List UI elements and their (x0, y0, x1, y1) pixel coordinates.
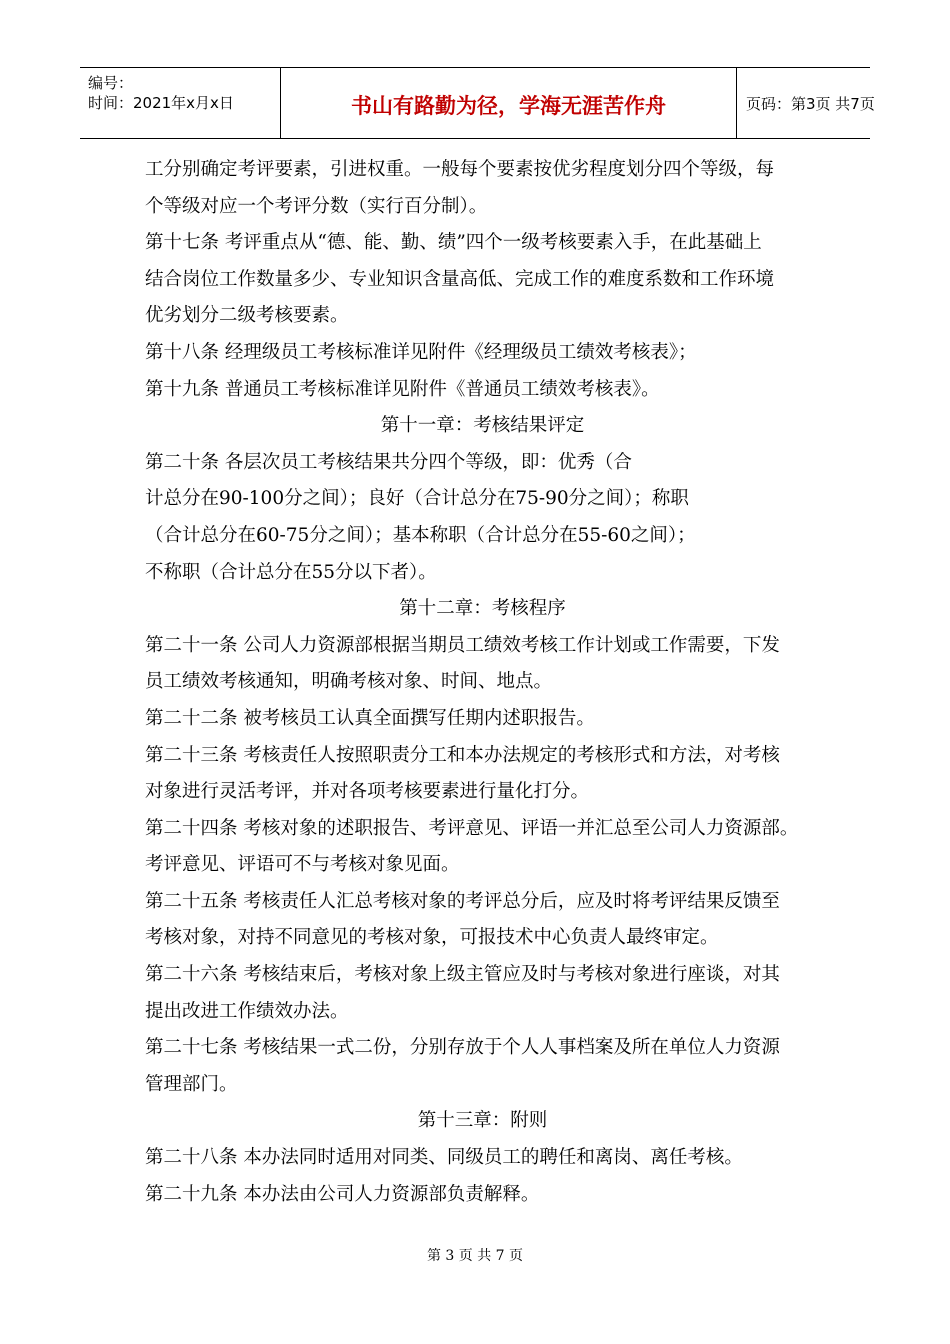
body-text-line: 第二十五条 考核责任人汇总考核对象的考评总分后，应及时将考评结果反馈至 (145, 890, 780, 912)
body-text-line: 第二十三条 考核责任人按照职责分工和本办法规定的考核形式和方法，对考核 (145, 744, 780, 766)
page-footer: 第 3 页 共 7 页 (426, 1248, 524, 1264)
body-text-line: 个等级对应一个考评分数（实行百分制）。 (145, 195, 488, 217)
body-text-line: 第二十条 各层次员工考核结果共分四个等级，即：优秀（合 (145, 451, 632, 473)
body-text-line: 不称职（合计总分在55分以下者）。 (145, 561, 437, 583)
body-text-line: 管理部门。 (145, 1073, 238, 1095)
page-header (80, 67, 875, 139)
body-text-line: 计总分在90-100分之间）；良好（合计总分在75-90分之间）；称职 (145, 488, 689, 510)
body-text-line: 第二十八条 本办法同时适用对同类、同级员工的聘任和离岗、离任考核。 (145, 1147, 743, 1169)
body-text-line: 第二十一条 公司人力资源部根据当期员工绩效考核工作计划或工作需要，下发 (145, 634, 780, 656)
body-text-line: 第十九条 普通员工考核标准详见附件《普通员工绩效考核表》。 (145, 378, 660, 400)
header-page-cell (736, 68, 875, 138)
document-number-label: 编号： (88, 74, 134, 92)
body-text-line: 考核对象，对持不同意见的考核对象，可报技术中心负责人最终审定。 (145, 927, 719, 949)
body-text-line: 第十七条 考评重点从“德、能、勤、绩”四个一级考核要素入手，在此基础上 (145, 232, 762, 254)
body-text-line: 结合岗位工作数量多少、专业知识含量高低、完成工作的难度系数和工作环境 (145, 268, 775, 290)
header-meta-cell (80, 68, 280, 138)
body-text-line: 工分别确定考评要素，引进权重。一般每个要素按优劣程度划分四个等级，每 (145, 159, 775, 180)
chapter-heading: 第十二章：考核程序 (399, 598, 566, 620)
document-date: 时间：2021年x月x日 (88, 94, 234, 112)
body-text-line: 提出改进工作绩效办法。 (145, 1000, 349, 1022)
body-text-line: 第二十二条 被考核员工认真全面撰写任期内述职报告。 (145, 707, 595, 729)
body-text-line: 第二十四条 考核对象的述职报告、考评意见、评语一并汇总至公司人力资源部。 (145, 817, 799, 839)
header-motto: 书山有路勤为径，学海无涯苦作舟 (351, 94, 666, 118)
body-text-line: 第二十九条 本办法由公司人力资源部负责解释。 (145, 1183, 540, 1205)
body-text-line: 优劣划分二级考核要素。 (145, 305, 349, 327)
chapter-heading: 第十一章：考核结果评定 (380, 415, 585, 437)
chapter-heading: 第十三章：附则 (417, 1110, 548, 1132)
header-page-info: 页码：第3页 共7页 (746, 95, 875, 113)
header-motto-cell (280, 68, 737, 138)
body-text-line: 考评意见、评语可不与考核对象见面。 (145, 854, 460, 876)
body-text-line: 第二十六条 考核结束后，考核对象上级主管应及时与考核对象进行座谈，对其 (145, 964, 780, 986)
body-text-line: 第十八条 经理级员工考核标准详见附件《经理级员工绩效考核表》； (145, 341, 697, 363)
document-body (145, 152, 820, 1213)
body-text-line: 第二十七条 考核结果一式二份，分别存放于个人人事档案及所在单位人力资源 (145, 1037, 780, 1059)
body-text-line: 员工绩效考核通知，明确考核对象、时间、地点。 (145, 671, 553, 693)
body-text-line: （合计总分在60-75分之间）；基本称职（合计总分在55-60之间）； (145, 524, 696, 546)
body-text-line: 对象进行灵活考评，并对各项考核要素进行量化打分。 (145, 781, 590, 803)
